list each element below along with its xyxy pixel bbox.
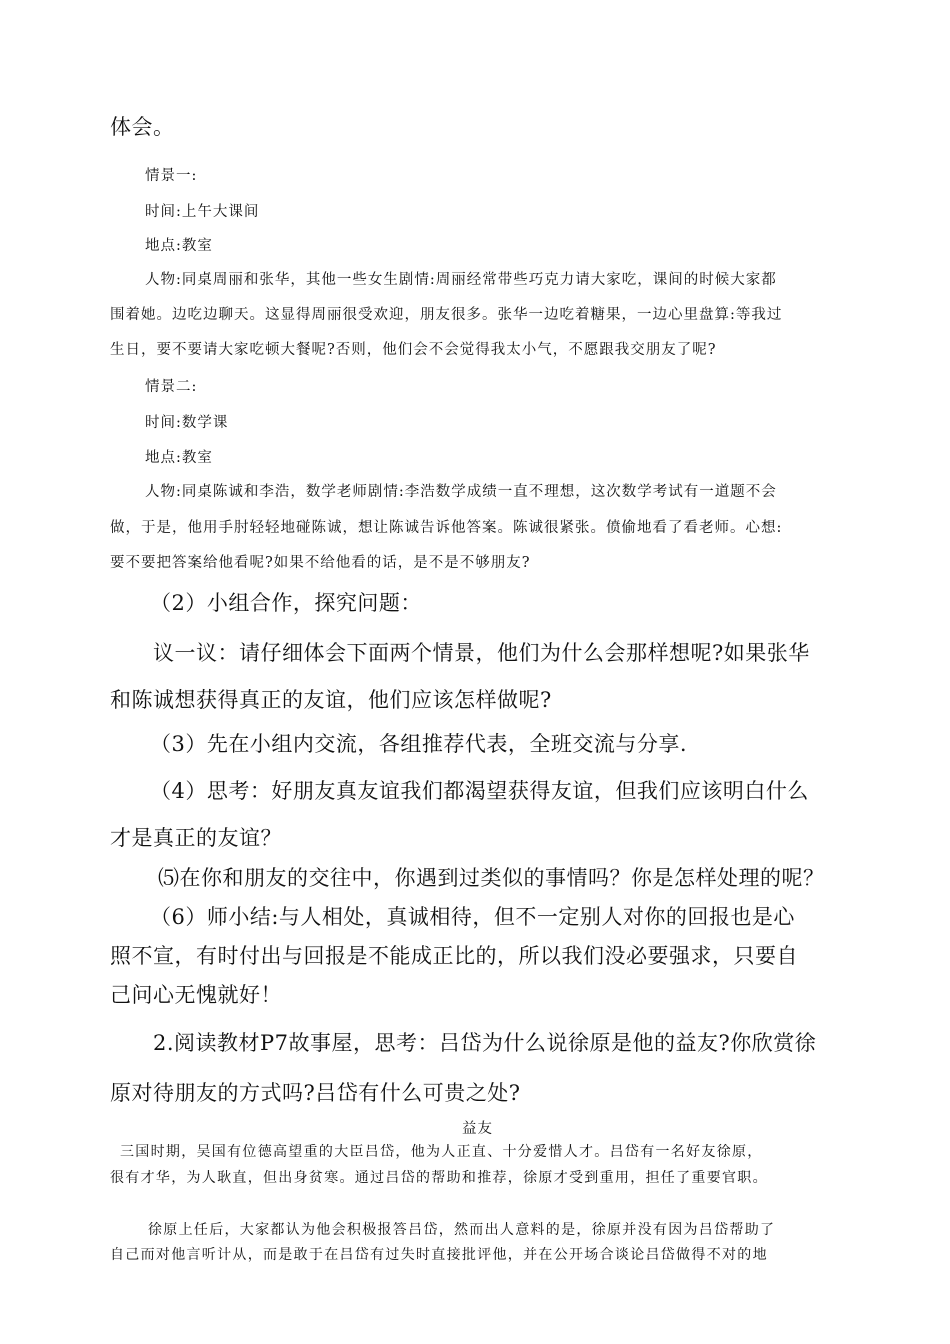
story-line: 三国时期，吴国有位德高望重的大臣吕岱，他为人正直、十分爱惜人才。吕岱有一名好友徐原， xyxy=(120,1144,763,1160)
story-line: 自己而对他言听计从，而是敢于在吕岱有过失时直接批评他，并在公开场合谈论吕岱做得不对的地 xyxy=(110,1247,768,1263)
reading-task-line: 原对待朋友的方式吗?吕岱有什么可贵之处? xyxy=(110,1081,521,1105)
reading-task-line: 2.阅读教材P7故事屋，思考：吕岱为什么说徐原是他的益友?你欣赏徐 xyxy=(153,1031,817,1055)
step-3-line: （3）先在小组内交流，各组推荐代表，全班交流与分享. xyxy=(150,732,688,756)
scene-two-story-line: 要不要把答案给他看呢?如果不给他看的话，是不是不够朋友? xyxy=(110,555,531,571)
story-line: 很有才华，为人耿直，但出身贫寒。通过吕岱的帮助和推荐，徐原才受到重用，担任了重要官职。 xyxy=(110,1170,768,1186)
story-title: 益友 xyxy=(462,1121,493,1137)
summary-line: 己问心无愧就好！ xyxy=(110,983,282,1007)
step-2-heading: （2）小组合作，探究问题： xyxy=(150,591,422,615)
story-line: 徐原上任后，大家都认为他会积极报答吕岱，然而出人意料的是，徐原并没有因为吕岱帮助了 xyxy=(148,1222,776,1238)
scene-one-heading: 情景一: xyxy=(145,168,198,184)
discussion-line: 和陈诚想获得真正的友谊，他们应该怎样做呢? xyxy=(110,688,552,712)
scene-two-people: 人物:同桌陈诚和李浩，数学老师剧情:李浩数学成绩一直不理想，这次数学考试有一道题不会 xyxy=(145,484,777,500)
step-4-line: （4）思考：好朋友真友谊我们都渴望获得友谊，但我们应该明白什么 xyxy=(150,779,809,803)
step-5-line: ⑸在你和朋友的交往中，你遇到过类似的事情吗？你是怎样处理的呢？ xyxy=(158,866,825,890)
scene-two-time: 时间:数学课 xyxy=(145,415,229,431)
step-4-line: 才是真正的友谊？ xyxy=(110,826,282,850)
scene-one-story-line: 生日，要不要请大家吃顿大餐呢?否则，他们会不会觉得我太小气，不愿跟我交朋友了呢? xyxy=(110,342,717,358)
scene-one-people: 人物:同桌周丽和张华，其他一些女生剧情:周丽经常带些巧克力请大家吃，课间的时候大家都 xyxy=(145,272,777,288)
summary-line: 照不宣，有时付出与回报是不能成正比的，所以我们没必要强求，只要自 xyxy=(110,944,798,968)
discussion-line: 议一议：请仔细体会下面两个情景，他们为什么会那样想呢?如果张华 xyxy=(153,641,810,665)
summary-line: （6）师小结:与人相处，真诚相待，但不一定别人对你的回报也是心 xyxy=(150,905,795,929)
scene-one-story-line: 围着她。边吃边聊天。这显得周丽很受欢迎，朋友很多。张华一边吃着糖果，一边心里盘算:等我过 xyxy=(110,307,783,323)
scene-one-time: 时间:上午大课间 xyxy=(145,204,260,220)
paragraph-line: 体会。 xyxy=(110,115,175,139)
scene-two-place: 地点:教室 xyxy=(145,450,213,466)
scene-two-heading: 情景二: xyxy=(145,379,198,395)
scene-one-place: 地点:教室 xyxy=(145,238,213,254)
scene-two-story-line: 做，于是，他用手肘轻轻地碰陈诚，想让陈诚告诉他答案。陈诚很紧张。偾偷地看了看老师。心想: xyxy=(110,520,783,536)
